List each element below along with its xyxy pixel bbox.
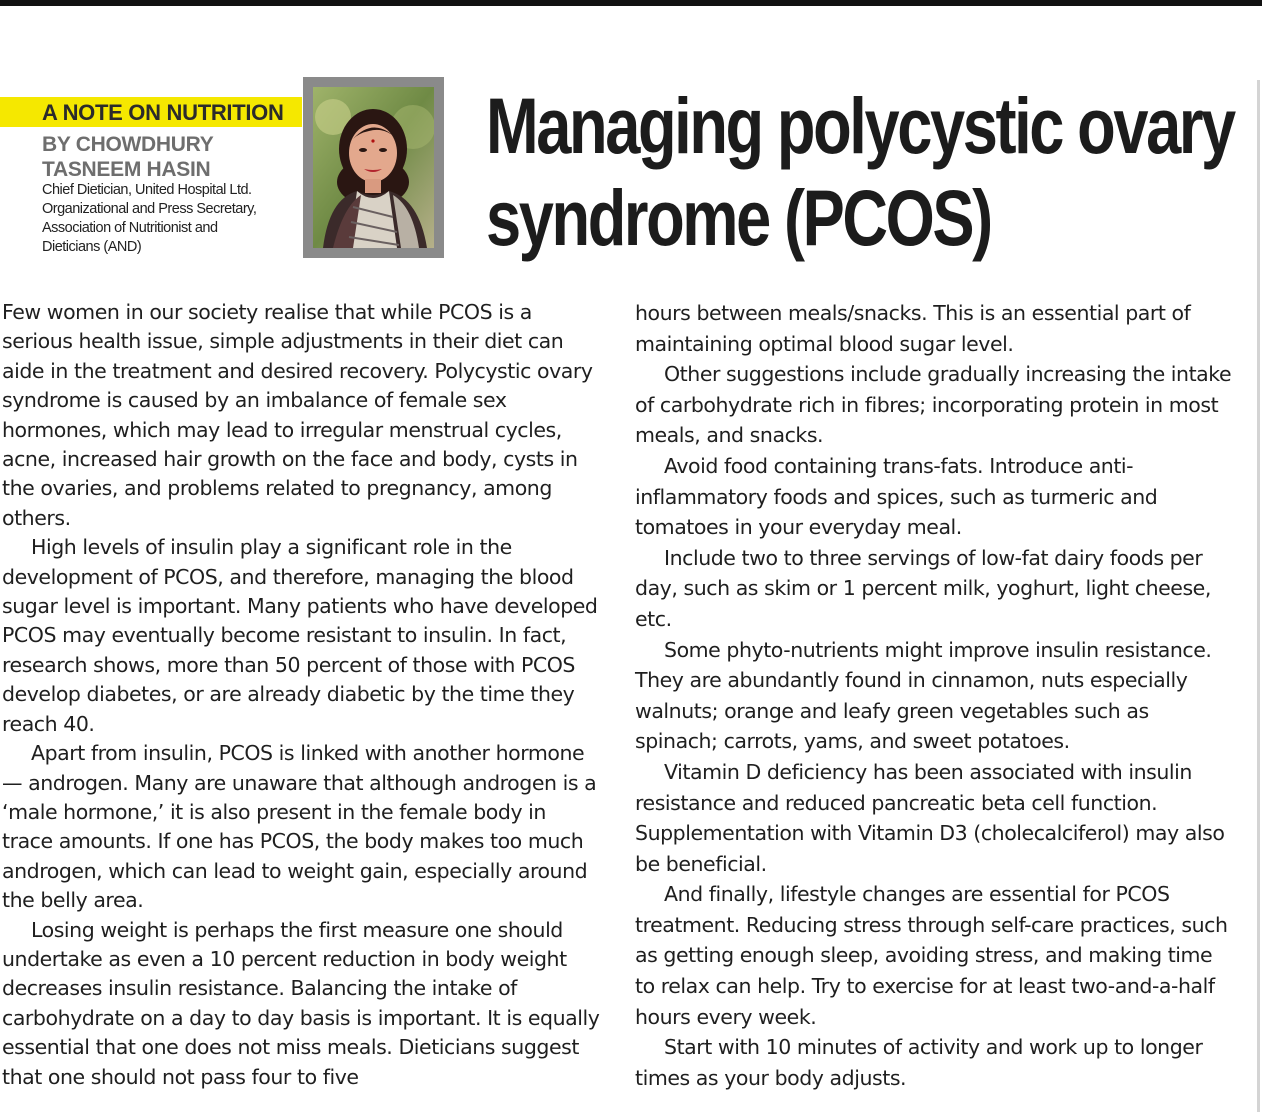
- author-credentials: [42, 181, 292, 257]
- paragraph: Include two to three servings of low-fat dairy foods per day, such as skim or 1 percent milk, yoghurt, light cheese, etc.: [635, 545, 1211, 631]
- paragraph: High levels of insulin play a significant role in the development of PCOS, and therefore, managing the blood sugar level is important. Many patients who have developed PCOS may eventually become resistant to insulin. In fact, research shows, more than 50 percent of those with PCOS develop diabetes, or are already diabetic by the time they reach 40.: [2, 535, 598, 736]
- byline-line-1: BY CHOWDHURY: [42, 133, 214, 156]
- headline-line-1: Managing polycystic ovary: [486, 81, 1234, 170]
- paragraph: Some phyto-nutrients might improve insulin resistance. They are abundantly found in cinnamon, nuts especially walnuts; orange and leafy green vegetables such as spinach; carrots, yams, and sweet potatoes.: [635, 637, 1212, 754]
- section-kicker: [0, 97, 302, 127]
- author-title-line: Dieticians (AND): [42, 239, 142, 255]
- paragraph: Vitamin D deficiency has been associated with insulin resistance and reduced pancreatic beta cell function. Supplementation with Vitamin D3 (cholecalciferol) may also be beneficial.: [635, 759, 1225, 876]
- article-column-left: [2, 298, 602, 1092]
- byline-line-2: TASNEEM HASIN: [42, 158, 211, 181]
- paragraph: Other suggestions include gradually increasing the intake of carbohydrate rich in fibres; incorporating protein in most meals, and snacks.: [635, 362, 1232, 448]
- author-portrait-icon: [313, 87, 434, 248]
- paragraph: Few women in our society realise that while PCOS is a serious health issue, simple adjustments in their diet can aide in the treatment and desired recovery. Polycystic ovary syndrome is caused by an imbalance of female sex hormones, which may lead to irregular menstrual cycles, acne, increased hair growth on the face and body, cysts in the ovaries, and problems related to pregnancy, among others.: [2, 300, 593, 530]
- author-title-line: Association of Nutritionist and: [42, 220, 218, 236]
- article-headline: [486, 80, 1234, 264]
- paragraph: Avoid food containing trans-fats. Introduce anti-inflammatory foods and spices, such as turmeric and tomatoes in your everyday meal.: [635, 453, 1158, 540]
- headline-line-2: syndrome (PCOS): [486, 173, 991, 262]
- byline: [42, 132, 292, 182]
- top-rule: [0, 0, 1262, 6]
- author-photo-frame: [303, 77, 444, 258]
- paragraph: Apart from insulin, PCOS is linked with another hormone — androgen. Many are unaware that although androgen is a ‘male hormone,’ it is also present in the female body in trace amounts. If one has PCOS, the body makes too much androgen, which can lead to weight gain, especially around the belly area.: [2, 741, 597, 913]
- author-photo: [313, 87, 434, 248]
- column-rule: [1257, 80, 1260, 1112]
- paragraph: hours between meals/snacks. This is an essential part of maintaining optimal blood sugar level.: [635, 301, 1191, 356]
- paragraph: Start with 10 minutes of activity and work up to longer times as your body adjusts.: [635, 1035, 1203, 1090]
- paragraph: And finally, lifestyle changes are essential for PCOS treatment. Reducing stress through self-care practices, such as getting enough sleep, avoiding stress, and making time to relax can help. Try to exercise for at least two-and-a-half hours every week.: [635, 882, 1228, 1029]
- article-column-right: [635, 298, 1235, 1093]
- author-title-line: Chief Dietician, United Hospital Ltd.: [42, 182, 252, 198]
- paragraph: Losing weight is perhaps the first measure one should undertake as even a 10 percent reduction in body weight decreases insulin resistance. Balancing the intake of carbohydrate on a day to day basis is important. It is equally essential that one does not miss meals. Dieticians suggest that one should not pass four to five: [2, 917, 600, 1089]
- kicker-label: A NOTE ON NUTRITION: [42, 100, 284, 125]
- author-title-line: Organizational and Press Secretary,: [42, 201, 257, 217]
